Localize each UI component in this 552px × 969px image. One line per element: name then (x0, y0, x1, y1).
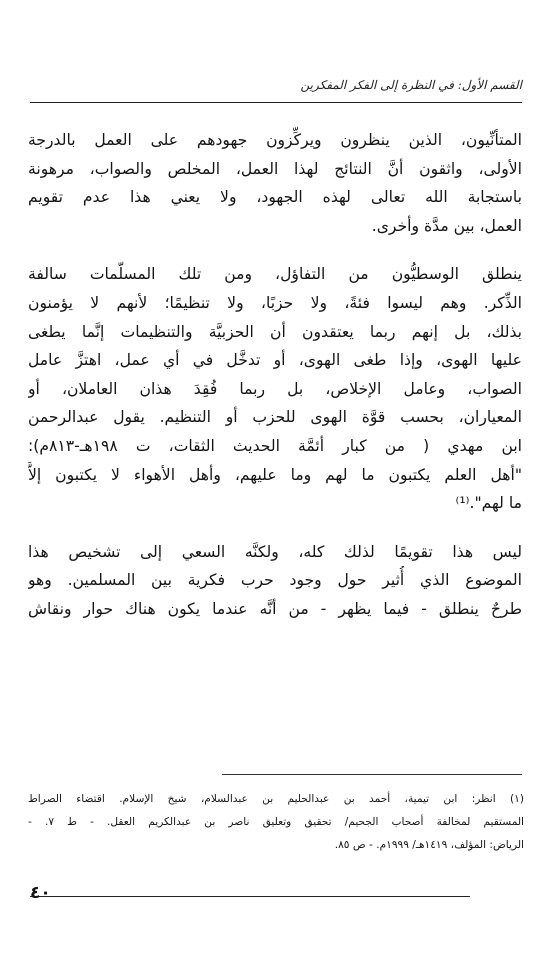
footnote-separator (222, 774, 522, 775)
text-line: طرحٌ ينطلق - فيما يظهر - من أنَّه عندما يكون هناك حوار ونقاش (28, 599, 522, 618)
text-line: ينطلق الوسطيُّون من التفاؤل، ومن تلك المسلّمات سالفة (28, 265, 522, 284)
paragraph-3 (28, 538, 522, 624)
footnote-line: المستقيم لمخالفة أصحاب الجحيم/ تحقيق وتعليق ناصر بن عبدالكريم العقل. - ط ٧. - (28, 816, 524, 828)
text-line: عليها الهوى، وإذا طغى الهوى، أو تدخَّل في أي عمل، اهتزَّ عامل (28, 351, 522, 370)
text-line: الصواب، وعامل الإخلاص، بل ربما فُقِدَ هذان العاملان، أو (28, 379, 522, 398)
paragraph-1 (28, 126, 522, 240)
text-line: الذِّكر. وهم ليسوا فئةً، ولا حزبًا، ولا تنظيمًا؛ لأنهم لا يؤمنون (28, 293, 522, 312)
text-line: ابن مهدي ( من كبار أئمَّة الحديث الثقات، ت ١٩٨هـ-٨١٣م): (28, 436, 522, 455)
text-line: الأولى، واثقون أنَّ النتائج لهذا العمل، المخلص والصواب، مرهونة (28, 159, 522, 178)
footnote-line: الرياض: المؤلف، ١٤١٩هـ/ ١٩٩٩م. - ص ٨٥. (334, 839, 524, 851)
text-line: بذلك، بل إنهم ربما يعتقدون أن الحزبيَّة والتنظيمات إنَّما يطغى (28, 322, 522, 341)
text-line: المعياران، بحسب قوَّة الهوى للحزب أو التنظيم. يقول عبدالرحمن (28, 408, 522, 427)
body-text (28, 126, 522, 624)
text-line: باستجابة الله تعالى لهذه الجهود، ولا يعني هذا عدم تقويم (28, 188, 522, 207)
text-line: ليس هذا تقويمًا لذلك كله، ولكنَّه السعي إلى تشخيص هذا (28, 542, 522, 561)
text-line: المتأنِّيون، الذين ينظرون ويركِّزون جهودهم على العمل بالدرجة (28, 131, 522, 149)
footnote-line: (١) انظر: ابن تيمية، أحمد بن عبدالحليم بن عبدالسلام، شيخ الإسلام. اقتضاء الصراط (28, 793, 524, 805)
footer-rule (30, 896, 470, 897)
paragraph-2 (28, 260, 522, 517)
text-line-with-footnote-ref: ما لهم".⁽¹⁾ (455, 494, 522, 513)
header-rule (30, 102, 522, 103)
text-line: الموضوع الذي أُثير حول وجود حرب فكرية بين المسلمين. وهو (28, 571, 522, 590)
text-line: العمل، بين مدَّة وأخرى. (371, 216, 522, 235)
running-header: القسم الأول: في النظرة إلى الفكر المفكرين (300, 78, 522, 92)
page-number: ٤٠ (30, 883, 51, 903)
footnote (28, 788, 524, 857)
text-line: "أهل العلم يكتبون ما لهم وما عليهم، وأهل الأهواء لا يكتبون إلاَّ (28, 465, 522, 484)
